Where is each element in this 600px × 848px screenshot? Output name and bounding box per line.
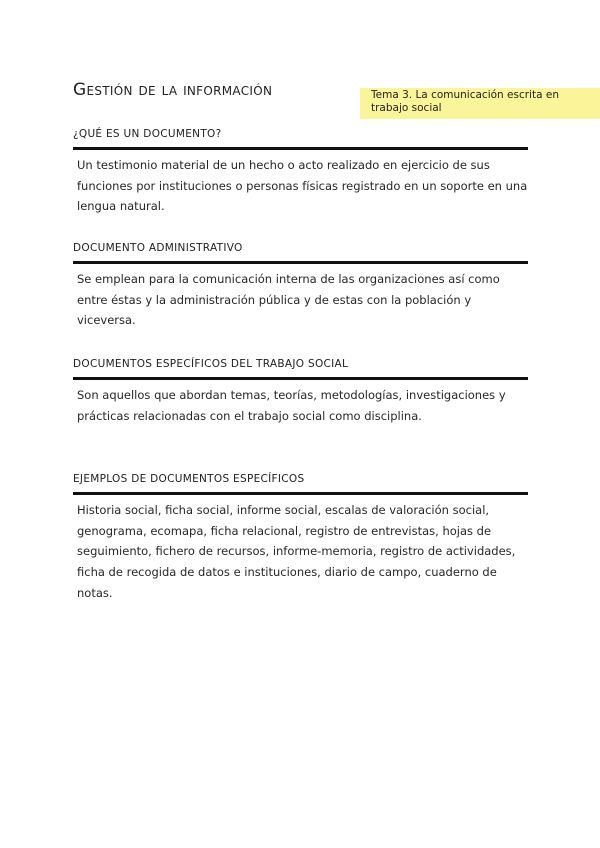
section-body: Historia social, ficha social, informe social, escalas de valoración social, genograma, ecomapa, ficha relacional, registro de entrevistas, hojas de seguimiento, fichero de recursos, informe-memoria, registro de actividades, ficha de recogida de datos e instituciones, diario de campo, cuaderno de notas. bbox=[77, 503, 516, 600]
section-social-work-documents bbox=[73, 357, 528, 426]
section-body: Un testimonio material de un hecho o acto realizado en ejercicio de sus funciones por instituciones o personas físicas registrado en un soporte en una lengua natural. bbox=[77, 158, 528, 214]
topic-highlight-note: Tema 3. La comunicación escrita en trabajo social bbox=[360, 88, 600, 119]
section-body: Son aquellos que abordan temas, teorías, metodologías, investigaciones y prácticas relacionadas con el trabajo social como disciplina. bbox=[77, 388, 506, 423]
section-heading: DOCUMENTO ADMINISTRATIVO bbox=[73, 242, 243, 254]
section-body: Se emplean para la comunicación interna de las organizaciones así como entre éstas y la administración pública y de estas con la población y viceversa. bbox=[77, 272, 500, 328]
section-heading: EJEMPLOS DE DOCUMENTOS ESPECÍFICOS bbox=[73, 473, 305, 485]
page-title: Gestión de la información bbox=[73, 80, 273, 100]
section-document-examples bbox=[73, 472, 528, 604]
section-heading: ¿QUÉ ES UN DOCUMENTO? bbox=[73, 128, 222, 140]
section-heading: DOCUMENTOS ESPECÍFICOS DEL TRABAJO SOCIAL bbox=[73, 358, 349, 370]
section-administrative-document bbox=[73, 241, 528, 331]
section-what-is-document bbox=[73, 127, 528, 217]
